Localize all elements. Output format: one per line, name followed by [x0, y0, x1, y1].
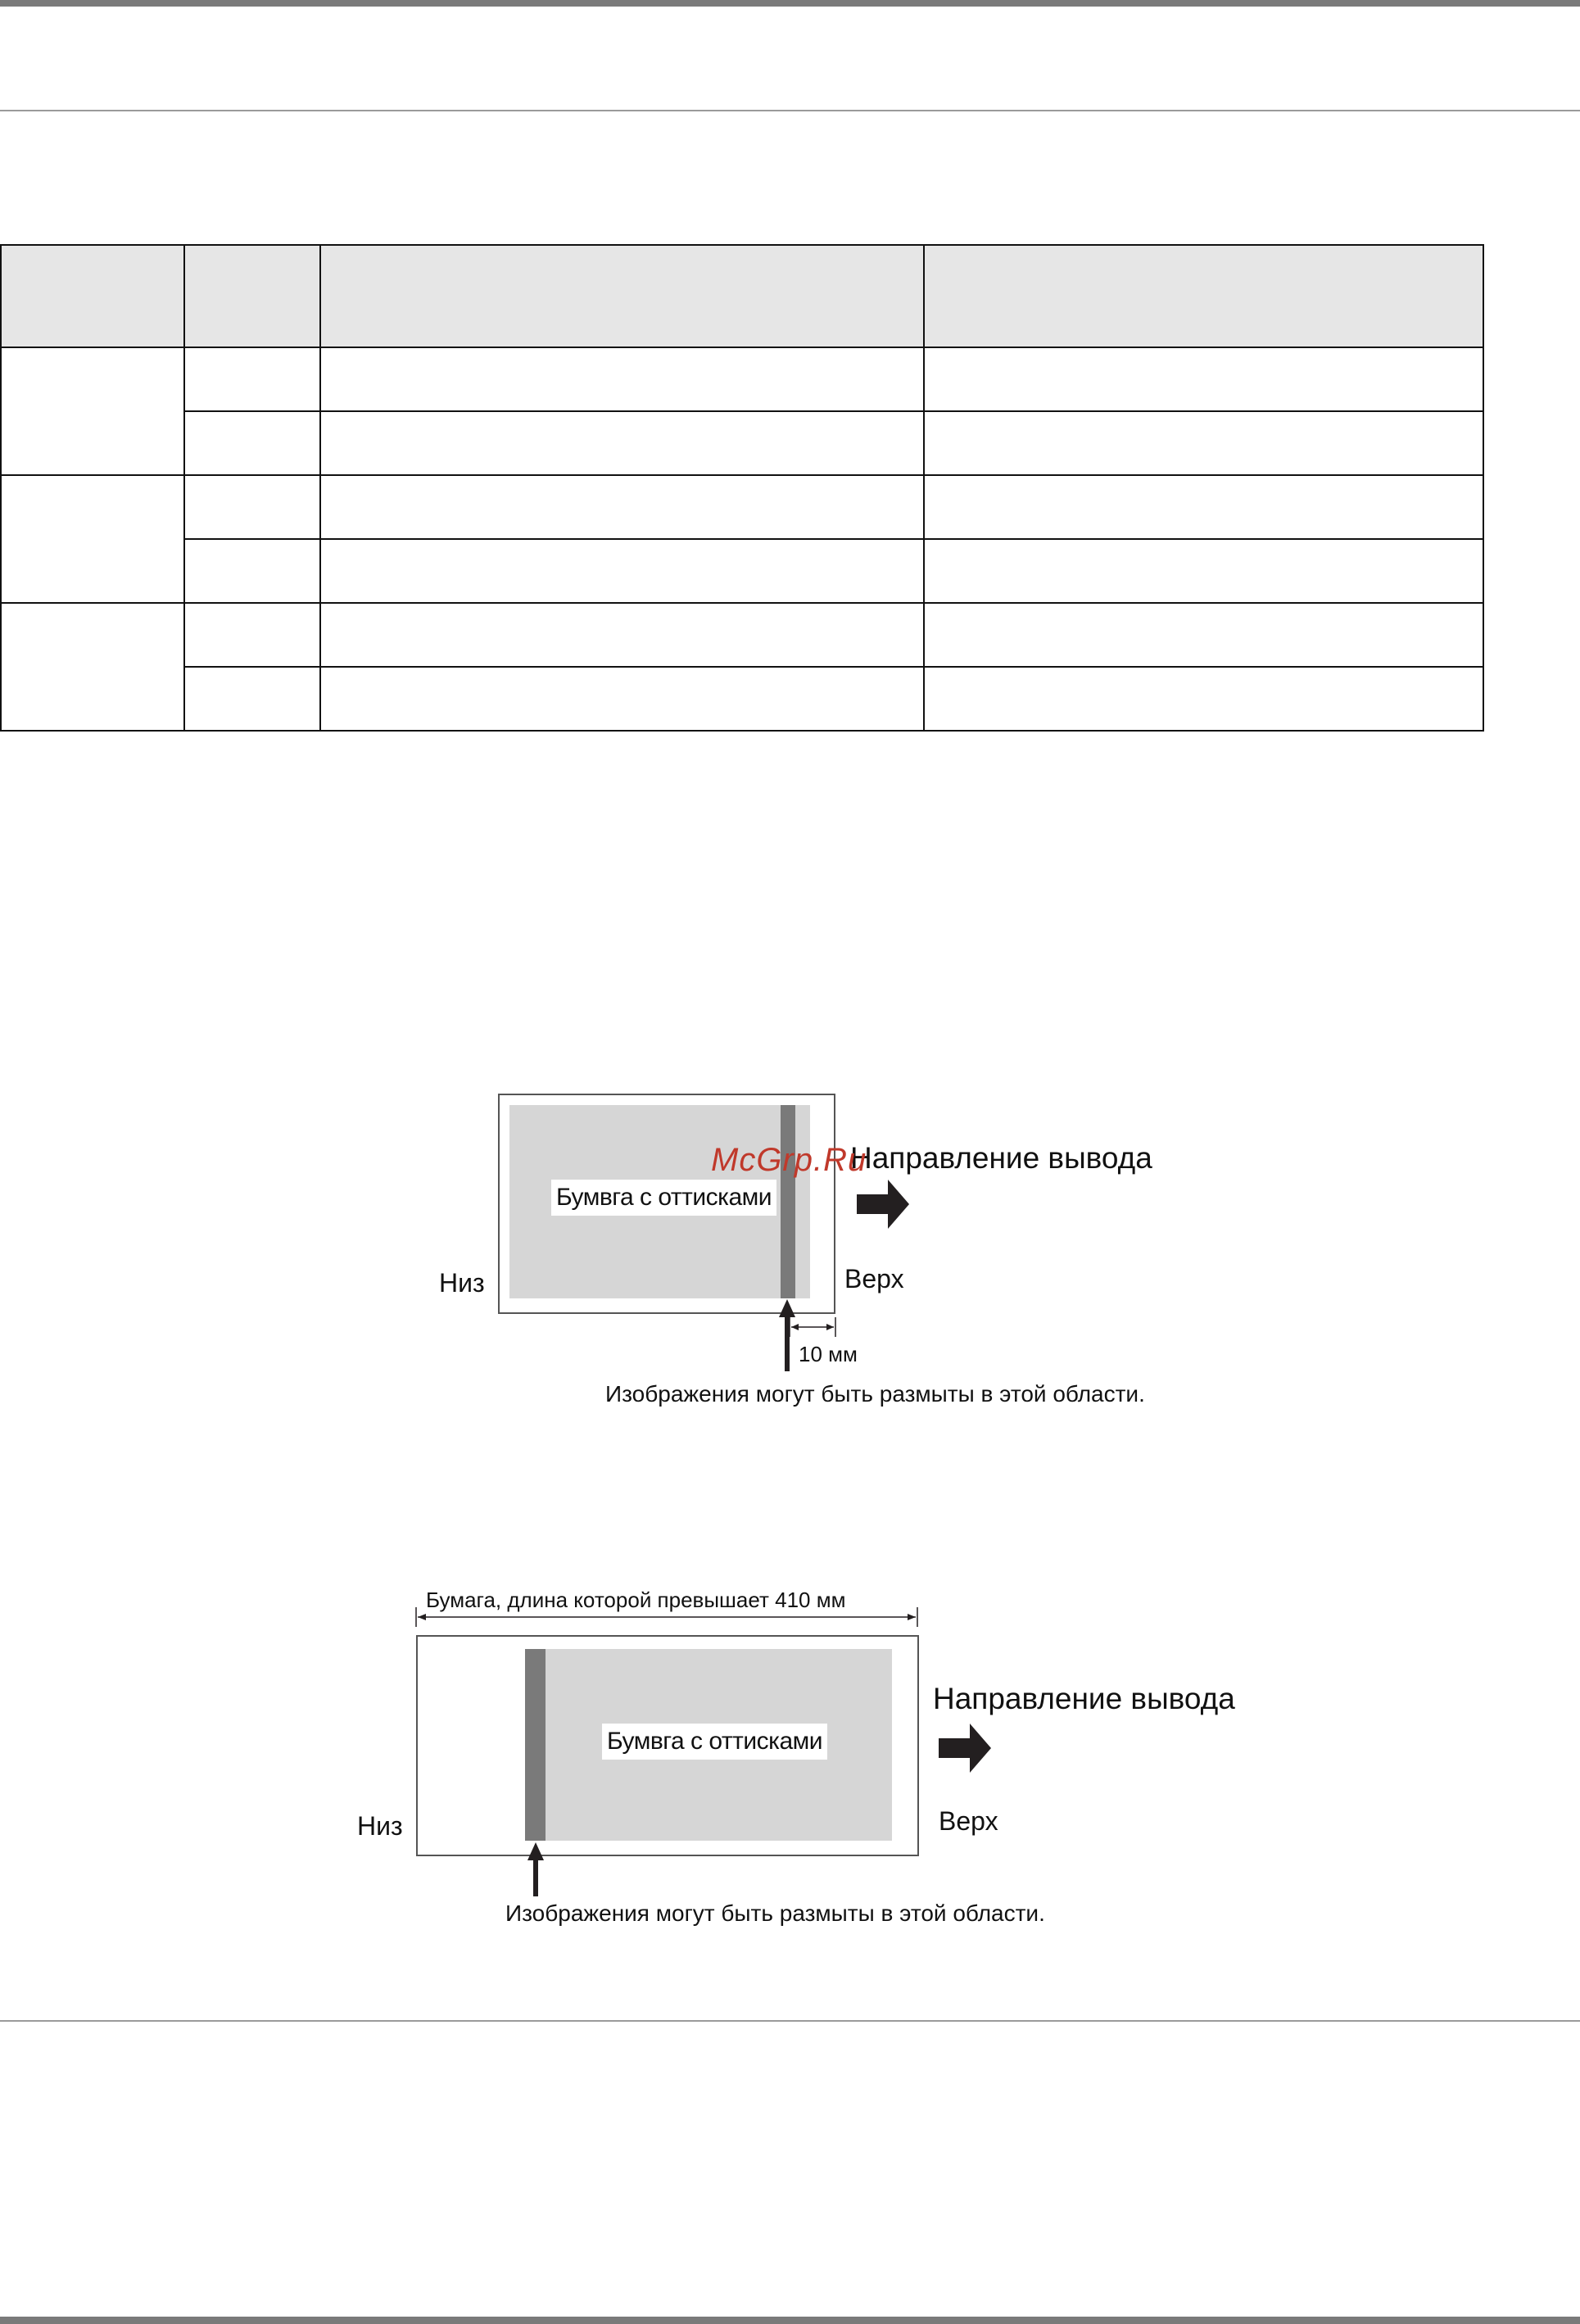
table-cell [320, 411, 924, 475]
table-cell [320, 667, 924, 731]
blur-pointer-arrow-icon [527, 1842, 545, 1896]
blur-band [525, 1649, 546, 1841]
table-cell [924, 347, 1483, 411]
table-group-cell [1, 475, 184, 603]
bottom-bar [0, 2317, 1580, 2324]
footer-divider [0, 2020, 1580, 2022]
print-area-label: Бумвга с оттисками [602, 1724, 827, 1760]
table-cell [924, 667, 1483, 731]
table-header-cell [184, 245, 320, 347]
dimension-label: 10 мм [799, 1342, 858, 1366]
top-label: Верх [844, 1264, 904, 1293]
spec-table [0, 244, 1484, 732]
output-direction-label: Направление вывода [850, 1141, 1152, 1175]
table-cell [184, 475, 320, 539]
output-direction-label: Направление вывода [933, 1682, 1235, 1715]
table-group-cell [1, 347, 184, 475]
blur-caption: Изображения могут быть размыты в этой области. [605, 1381, 1145, 1407]
length-label: Бумага, длина которой превышает 410 мм [426, 1588, 846, 1612]
table-cell [924, 475, 1483, 539]
header-divider [0, 110, 1580, 111]
table-group-cell [1, 603, 184, 731]
table-cell [320, 347, 924, 411]
table-row [1, 475, 1483, 539]
top-label: Верх [939, 1806, 998, 1836]
bottom-label: Низ [439, 1268, 485, 1298]
table-row [1, 603, 1483, 667]
table-cell [184, 347, 320, 411]
table-row [1, 667, 1483, 731]
top-bar [0, 0, 1580, 7]
table-cell [320, 603, 924, 667]
table-row [1, 539, 1483, 603]
table-header-row [1, 245, 1483, 347]
table-header-cell [1, 245, 184, 347]
bottom-label: Низ [357, 1811, 403, 1841]
output-arrow-icon [857, 1180, 909, 1229]
table-cell [184, 411, 320, 475]
table-cell [184, 667, 320, 731]
table-cell [184, 539, 320, 603]
table-cell [184, 603, 320, 667]
table-cell [924, 411, 1483, 475]
print-area-label: Бумвга с оттисками [551, 1180, 776, 1216]
table-row [1, 411, 1483, 475]
table-cell [320, 475, 924, 539]
table-header-cell [320, 245, 924, 347]
dimension-marker-icon [788, 1317, 839, 1337]
table-cell [924, 603, 1483, 667]
output-arrow-icon [939, 1724, 991, 1773]
blur-caption: Изображения могут быть размыты в этой области. [505, 1900, 1045, 1926]
table-cell [320, 539, 924, 603]
blur-band [781, 1105, 795, 1298]
table-header-cell [924, 245, 1483, 347]
table-row [1, 347, 1483, 411]
table-cell [924, 539, 1483, 603]
watermark: McGrp.Ru [711, 1142, 867, 1178]
